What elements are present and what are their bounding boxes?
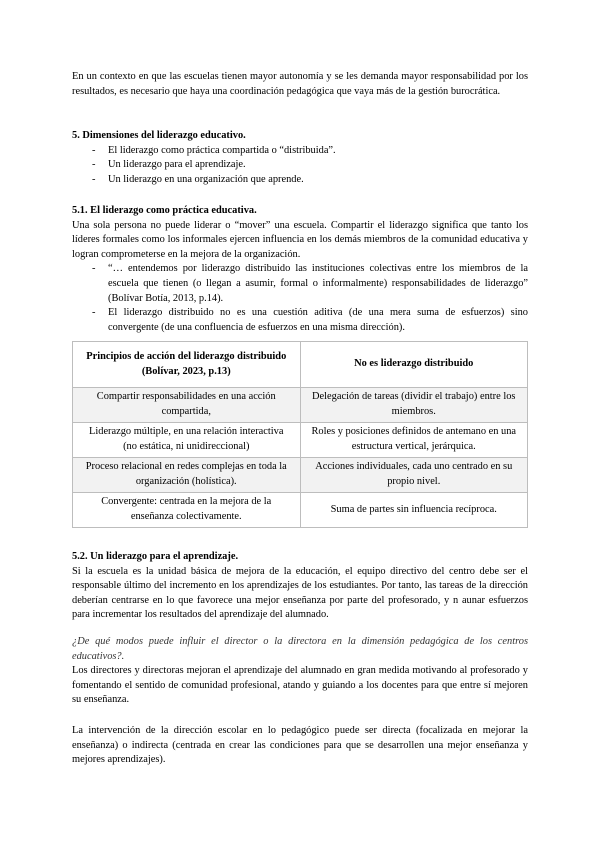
list-item: - El liderazgo como práctica compartida o “distribuida”. [72,144,528,159]
section-5-2-paragraph-2: Los directores y directoras mejoran el aprendizaje del alumnado en gran medida motivando al profesorado y fomentando el sentido de comunidad profesional, atando y guiando a los docentes para que entre sí mejoren su enseñanza. [72,665,528,706]
principles-table [72,341,528,528]
table-row [73,388,528,423]
list-item: - Un liderazgo para el aprendizaje. [72,158,528,173]
section-5 [72,129,528,187]
section-5-heading: 5. Dimensiones del liderazgo educativo. [72,130,246,141]
section-5-2 [72,550,528,623]
table-header-not-distributed: No es liderazgo distribuido [300,342,528,388]
table-row [73,458,528,493]
table-cell: Proceso relacional en redes complejas en toda la organización (holística). [73,458,301,493]
section-5-2-question: ¿De qué modos puede influir el director o la directora en la dimensión pedagógica de los centros educativos?. [72,636,528,662]
section-5-2-paragraph-1: Si la escuela es la unidad básica de mejora de la educación, el equipo directivo del centro debe ser el responsable último del incremento en los aprendizajes de los estudiantes. Por tanto, las tareas de la dirección deberían centrarse en lo que favorece una mejor enseñanza por parte del profesorado, y n aunar esfuerzos para incrementar los resultados del aprendizaje del alumnado. [72,565,528,621]
table-cell: Liderazgo múltiple, en una relación interactiva (no estática, ni unidireccional) [73,423,301,458]
table-row [73,423,528,458]
section-5-1-list [72,262,528,335]
list-item: - El liderazgo distribuido no es una cuestión aditiva (de una mera suma de esfuerzos) sino convergente (de una confluencia de esfuerzos en una misma dirección). [72,306,528,335]
table-cell: Roles y posiciones definidos de antemano en una estructura vertical, jerárquica. [300,423,528,458]
section-5-1-heading: 5.1. El liderazgo como práctica educativa. [72,205,257,216]
table-cell: Suma de partes sin influencia recíproca. [300,493,528,528]
table-header-row [73,342,528,388]
section-5-1-paragraph: Una sola persona no puede liderar o “mover” una escuela. Compartir el liderazgo significa que tanto los líderes formales como los informales ejercen influencia en los demás miembros de la comunidad educativa y logran comprometerse en la mejora de la organización. [72,219,528,260]
intro-paragraph: En un contexto en que las escuelas tienen mayor autonomía y se les demanda mayor responsabilidad por los resultados, es necesario que haya una coordinación pedagógica que vaya más de la gestión burocrática. [72,71,528,97]
table-cell: Delegación de tareas (dividir el trabajo) entre los miembros. [300,388,528,423]
table-cell: Compartir responsabilidades en una acción compartida, [73,388,301,423]
section-5-2-closing-block [72,724,528,768]
section-5-2-heading: 5.2. Un liderazgo para el aprendizaje. [72,551,239,562]
table-cell: Convergente: centrada en la mejora de la enseñanza colectivamente. [73,493,301,528]
list-item: - Un liderazgo en una organización que aprende. [72,173,528,188]
section-5-list [72,144,528,188]
intro-block [72,70,528,99]
section-5-2-paragraph-3: La intervención de la dirección escolar en lo pedagógico puede ser directa (focalizada en mejorar la enseñanza) o indirecta (centrada en crear las condiciones para que se desarrollen una mejor enseñanza y mejores aprendizajes). [72,725,528,766]
section-5-2-question-block [72,635,528,708]
table-cell: Acciones individuales, cada uno centrado en su propio nivel. [300,458,528,493]
table-row [73,493,528,528]
list-item: - “… entendemos por liderazgo distribuido las instituciones colectivas entre los miembros de la escuela que tienen (o llegan a asumir, formal o informalmente) responsabilidades de liderazgo” (Bolívar Botía, 2013, p.14). [72,262,528,306]
section-5-1 [72,204,528,335]
table-header-principles: Principios de acción del liderazgo distribuido (Bolívar, 2023, p.13) [73,342,301,388]
